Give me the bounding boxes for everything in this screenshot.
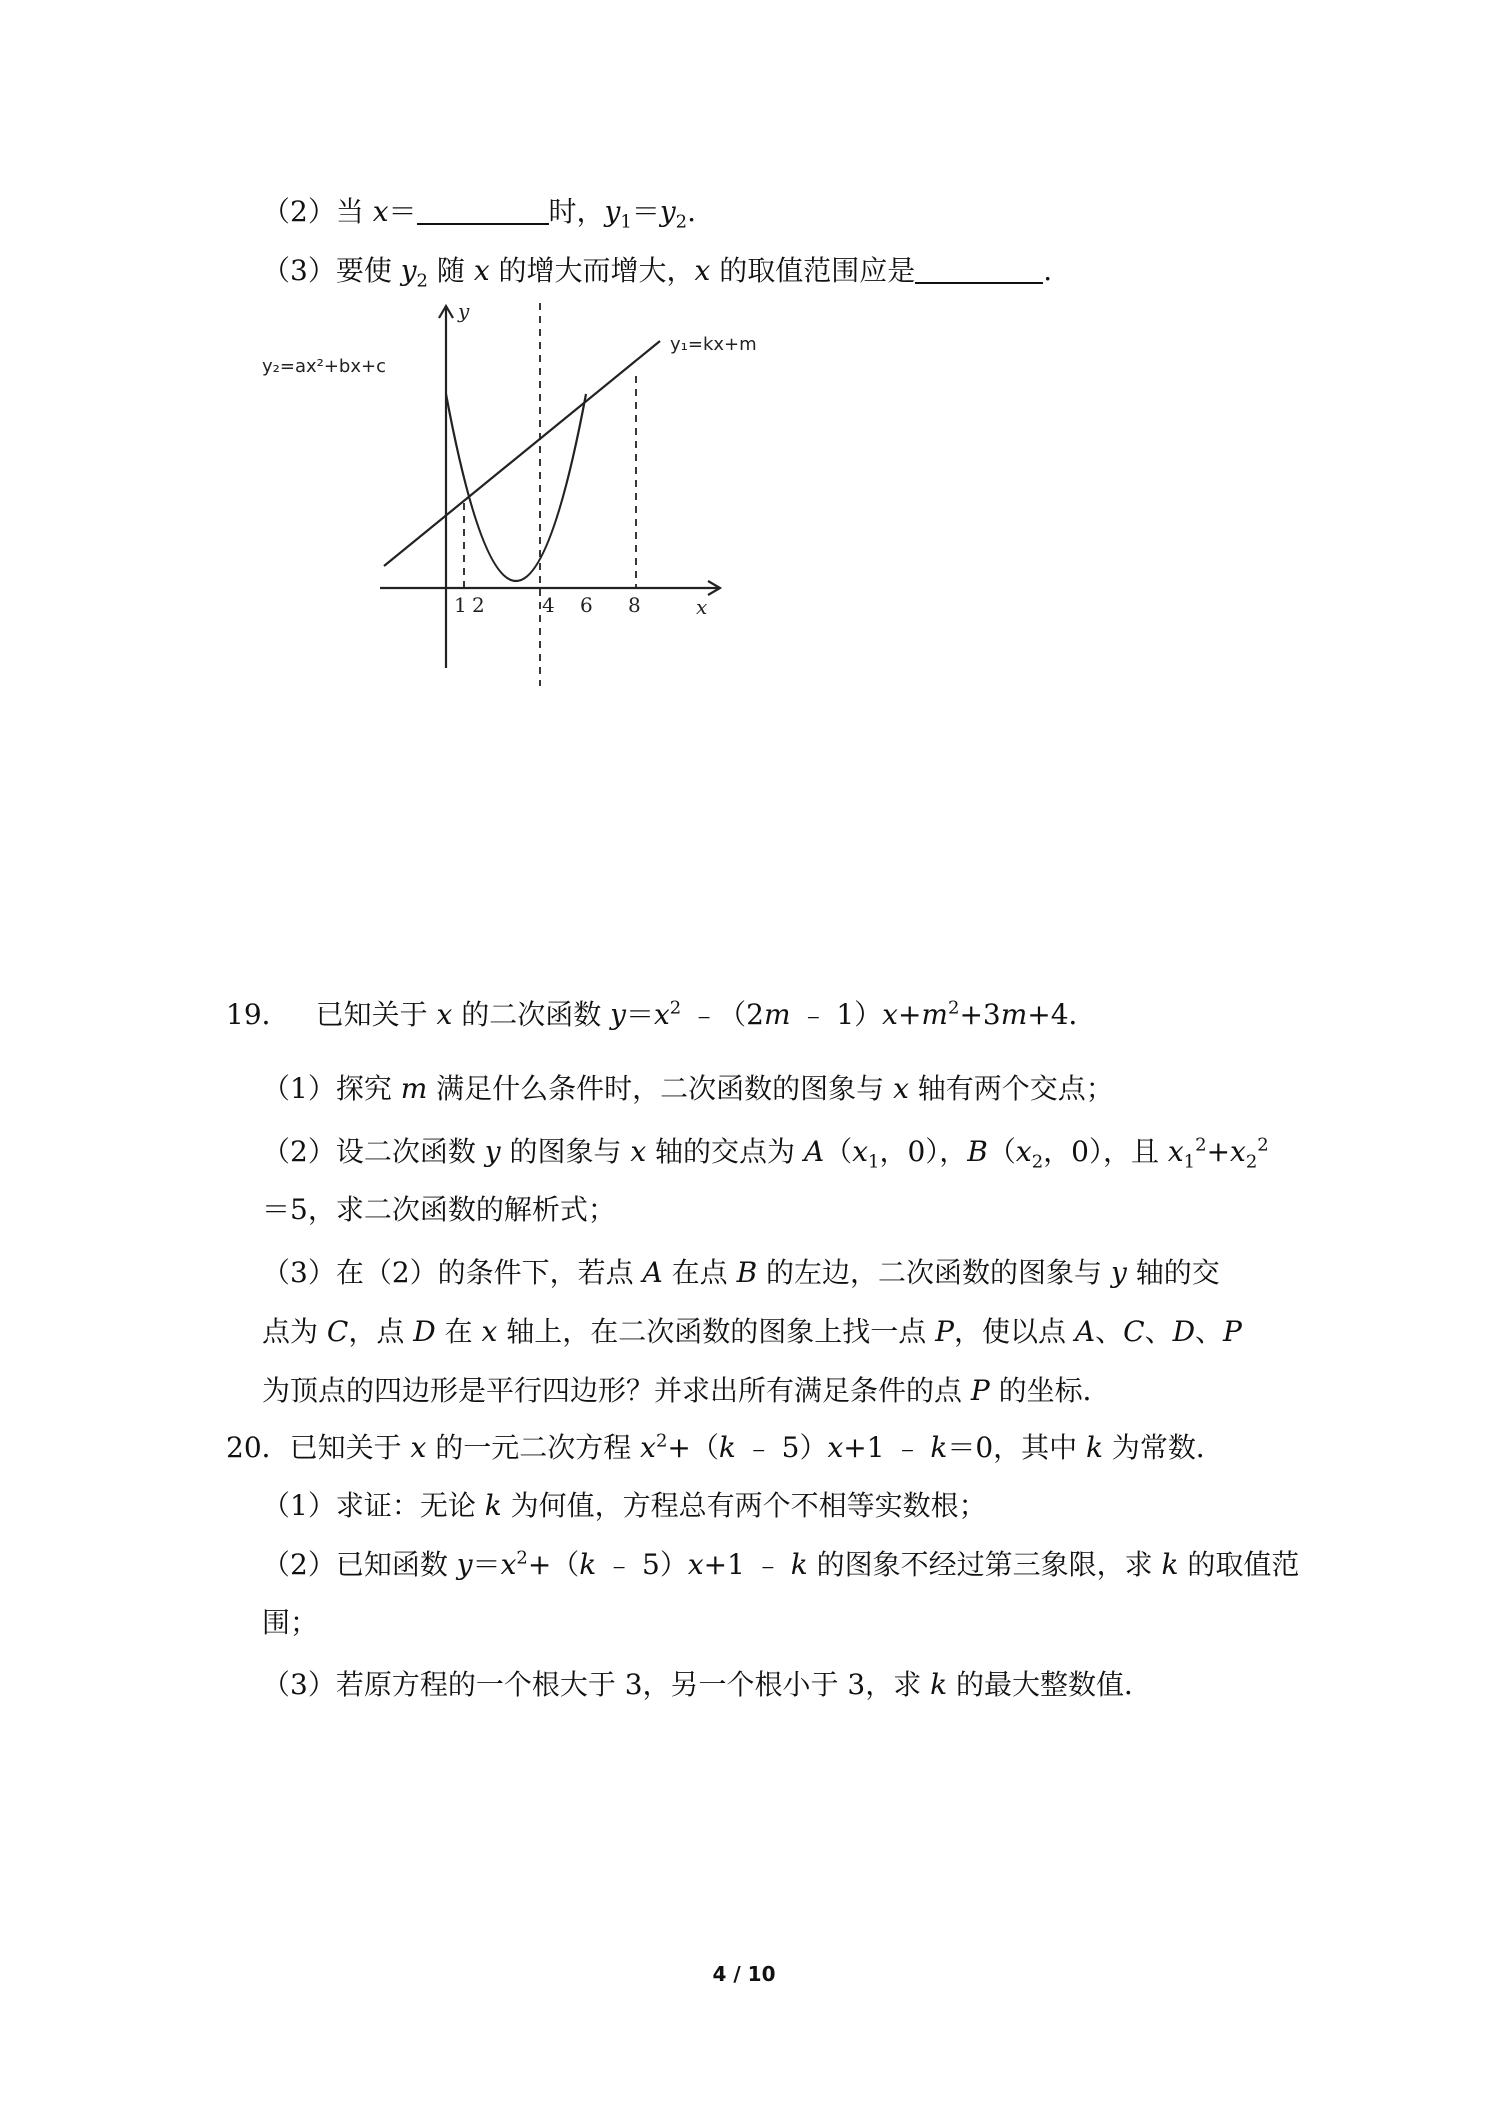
var: P xyxy=(970,1374,990,1407)
text: ＝ xyxy=(472,1548,501,1581)
var: A xyxy=(1074,1315,1096,1348)
var: x xyxy=(882,998,898,1031)
q19-part3-cont2 xyxy=(262,1371,1111,1411)
text: 的取值范 xyxy=(1178,1548,1300,1581)
var: x xyxy=(893,1072,909,1105)
var: x xyxy=(410,1431,427,1464)
var: B xyxy=(967,1135,988,1168)
var: y xyxy=(610,998,626,1031)
text: 的增大而增大， xyxy=(489,254,695,287)
text: 、 xyxy=(1144,1315,1173,1348)
var: k xyxy=(1086,1431,1103,1464)
sup: 2 xyxy=(1257,1134,1269,1156)
sub: 1 xyxy=(620,211,632,233)
q18-part2 xyxy=(262,192,696,232)
var: y xyxy=(400,254,417,287)
var: x xyxy=(473,254,490,287)
var: x xyxy=(654,998,670,1031)
var: m xyxy=(763,998,791,1031)
text: （3）要使 xyxy=(262,254,401,287)
text: ，0）， xyxy=(879,1135,968,1168)
text: （ xyxy=(824,1135,853,1168)
text: 的左边，二次函数的图象与 xyxy=(757,1256,1111,1289)
line-y1 xyxy=(384,341,660,566)
text: 随 xyxy=(428,254,474,287)
var: y xyxy=(1110,1256,1127,1289)
text: 的一元二次方程 xyxy=(426,1431,641,1464)
var: x xyxy=(687,1548,704,1581)
tick-label: 6 xyxy=(580,593,593,617)
text: ﹣（2 xyxy=(681,998,764,1031)
text: ，使以点 xyxy=(953,1315,1075,1348)
y1-label: y₁=kx+m xyxy=(670,334,757,355)
var: m xyxy=(1000,998,1028,1031)
sup: 2 xyxy=(655,1430,668,1452)
q20-part2 xyxy=(262,1545,1299,1585)
text: （2）已知函数 xyxy=(262,1548,457,1581)
text: 轴有两个交点； xyxy=(908,1072,1114,1105)
text: +1 ﹣ xyxy=(843,1431,931,1464)
text: 为顶点的四边形是平行四边形？并求出所有满足条件的点 xyxy=(262,1374,971,1407)
text: 在 xyxy=(435,1315,482,1348)
var: k xyxy=(718,1431,736,1464)
text: 轴的交 xyxy=(1126,1256,1220,1289)
sup: 2 xyxy=(516,1547,528,1569)
var: x xyxy=(481,1315,498,1348)
text: ＝ xyxy=(625,998,654,1031)
text: + xyxy=(897,998,922,1031)
text: 的坐标． xyxy=(989,1374,1111,1407)
q19-stem xyxy=(226,995,1097,1035)
var: x xyxy=(827,1431,844,1464)
sub: 2 xyxy=(416,270,428,292)
q20-part1 xyxy=(262,1486,987,1526)
var: x xyxy=(1230,1135,1246,1168)
var: x xyxy=(372,195,389,228)
text: （3）在（2）的条件下，若点 xyxy=(262,1256,643,1289)
text: 轴的交点为 xyxy=(646,1135,804,1168)
var: D xyxy=(1172,1315,1196,1348)
var: y xyxy=(484,1135,501,1168)
var: k xyxy=(790,1548,808,1581)
function-graph xyxy=(250,298,757,688)
var: C xyxy=(1123,1315,1145,1348)
var: k xyxy=(930,1668,948,1701)
text: ＝ xyxy=(388,195,417,228)
text: ，点 xyxy=(348,1315,414,1348)
var: P xyxy=(1223,1315,1242,1348)
y2-label: y₂=ax²+bx+c xyxy=(262,356,386,377)
var: x xyxy=(694,254,711,287)
tick-label: 2 xyxy=(472,593,485,617)
text: +（ xyxy=(527,1548,580,1581)
page-number: 4 / 10 xyxy=(712,1962,776,1986)
text: ﹣ 5） xyxy=(735,1431,828,1464)
text: 的图象与 xyxy=(500,1135,631,1168)
text: 、 xyxy=(1095,1315,1124,1348)
text: 的二次函数 xyxy=(452,998,611,1031)
var: k xyxy=(484,1489,502,1522)
var: x xyxy=(640,1431,656,1464)
text: 时， xyxy=(548,195,605,228)
text: ，0），且 xyxy=(1043,1135,1168,1168)
text: 为常数． xyxy=(1103,1431,1224,1464)
text: + xyxy=(1206,1135,1231,1168)
text: 在点 xyxy=(662,1256,737,1289)
sup: 2 xyxy=(1195,1134,1207,1156)
var: C xyxy=(326,1315,349,1348)
text: （1）探究 xyxy=(262,1072,401,1105)
var: B xyxy=(736,1256,758,1289)
q20-part2-cont xyxy=(262,1603,318,1643)
text: 的最大整数值． xyxy=(947,1668,1153,1701)
text: +（ xyxy=(667,1431,719,1464)
var: m xyxy=(921,998,948,1031)
text: ＝5，求二次函数的解析式； xyxy=(262,1193,616,1226)
q19-part2 xyxy=(262,1132,1269,1172)
sub: 2 xyxy=(675,211,688,233)
var: k xyxy=(579,1548,597,1581)
sup: 2 xyxy=(669,997,682,1019)
sub: 1 xyxy=(868,1151,880,1173)
text: （2）当 xyxy=(262,195,373,228)
var: A xyxy=(803,1135,825,1168)
text: +4． xyxy=(1027,998,1097,1031)
tick-label: 4 xyxy=(542,593,555,617)
text: 点为 xyxy=(262,1315,327,1348)
var: m xyxy=(400,1072,428,1105)
var: y xyxy=(456,1548,473,1581)
var: k xyxy=(930,1431,948,1464)
var: A xyxy=(642,1256,663,1289)
text: 围； xyxy=(262,1606,319,1639)
text: （1）求证：无论 xyxy=(262,1489,485,1522)
var: P xyxy=(935,1315,954,1348)
var: x xyxy=(500,1548,517,1581)
var: x xyxy=(852,1135,869,1168)
q18-part3 xyxy=(262,251,1052,291)
text: （ xyxy=(987,1135,1016,1168)
text: ﹣ 1） xyxy=(790,998,883,1031)
answer-blank[interactable] xyxy=(915,254,1043,284)
var: x xyxy=(630,1135,647,1168)
sub: 1 xyxy=(1183,1151,1196,1173)
text: 、 xyxy=(1195,1315,1224,1348)
sup: 2 xyxy=(947,997,960,1019)
sub: 2 xyxy=(1031,1151,1044,1173)
tick-label: 8 xyxy=(628,593,641,617)
q19-part3 xyxy=(262,1253,1220,1293)
axis-x-label: x xyxy=(696,595,708,619)
text: 已知关于 xyxy=(315,998,437,1031)
q19-part1 xyxy=(262,1069,1114,1109)
text: （3）若原方程的一个根大于 3，另一个根小于 3，求 xyxy=(262,1668,931,1701)
text: 轴上，在二次函数的图象上找一点 xyxy=(497,1315,936,1348)
text: 为何值，方程总有两个不相等实数根； xyxy=(501,1489,987,1522)
q19-part2-cont xyxy=(262,1190,616,1230)
q19-part3-cont1 xyxy=(262,1312,1242,1352)
var: x xyxy=(1015,1135,1032,1168)
text: ﹣ 5） xyxy=(596,1548,688,1581)
question-number: 19． xyxy=(226,998,290,1031)
tick-label: 1 xyxy=(454,593,467,617)
text: 已知关于 xyxy=(289,1431,411,1464)
answer-blank[interactable] xyxy=(417,195,549,225)
text: ＝ xyxy=(631,195,660,228)
text: . xyxy=(1043,254,1053,287)
text: . xyxy=(687,195,697,228)
q20-stem xyxy=(226,1428,1224,1468)
text: +3 xyxy=(959,998,1001,1031)
text: +1 ﹣ xyxy=(703,1548,791,1581)
text: ＝0，其中 xyxy=(947,1431,1087,1464)
var: D xyxy=(413,1315,436,1348)
var: y xyxy=(659,195,676,228)
var: x xyxy=(436,998,453,1031)
var: x xyxy=(1167,1135,1184,1168)
q20-part3 xyxy=(262,1665,1152,1705)
question-number: 20． xyxy=(226,1431,290,1464)
text: 满足什么条件时，二次函数的图象与 xyxy=(427,1072,894,1105)
sub: 2 xyxy=(1245,1151,1258,1173)
var: y xyxy=(604,195,621,228)
text: 的图象不经过第三象限，求 xyxy=(807,1548,1162,1581)
text: （2）设二次函数 xyxy=(262,1135,485,1168)
parabola-y2 xyxy=(446,394,586,581)
text: 的取值范围应是 xyxy=(710,254,916,287)
axis-y-label: y xyxy=(458,299,470,323)
var: k xyxy=(1161,1548,1179,1581)
